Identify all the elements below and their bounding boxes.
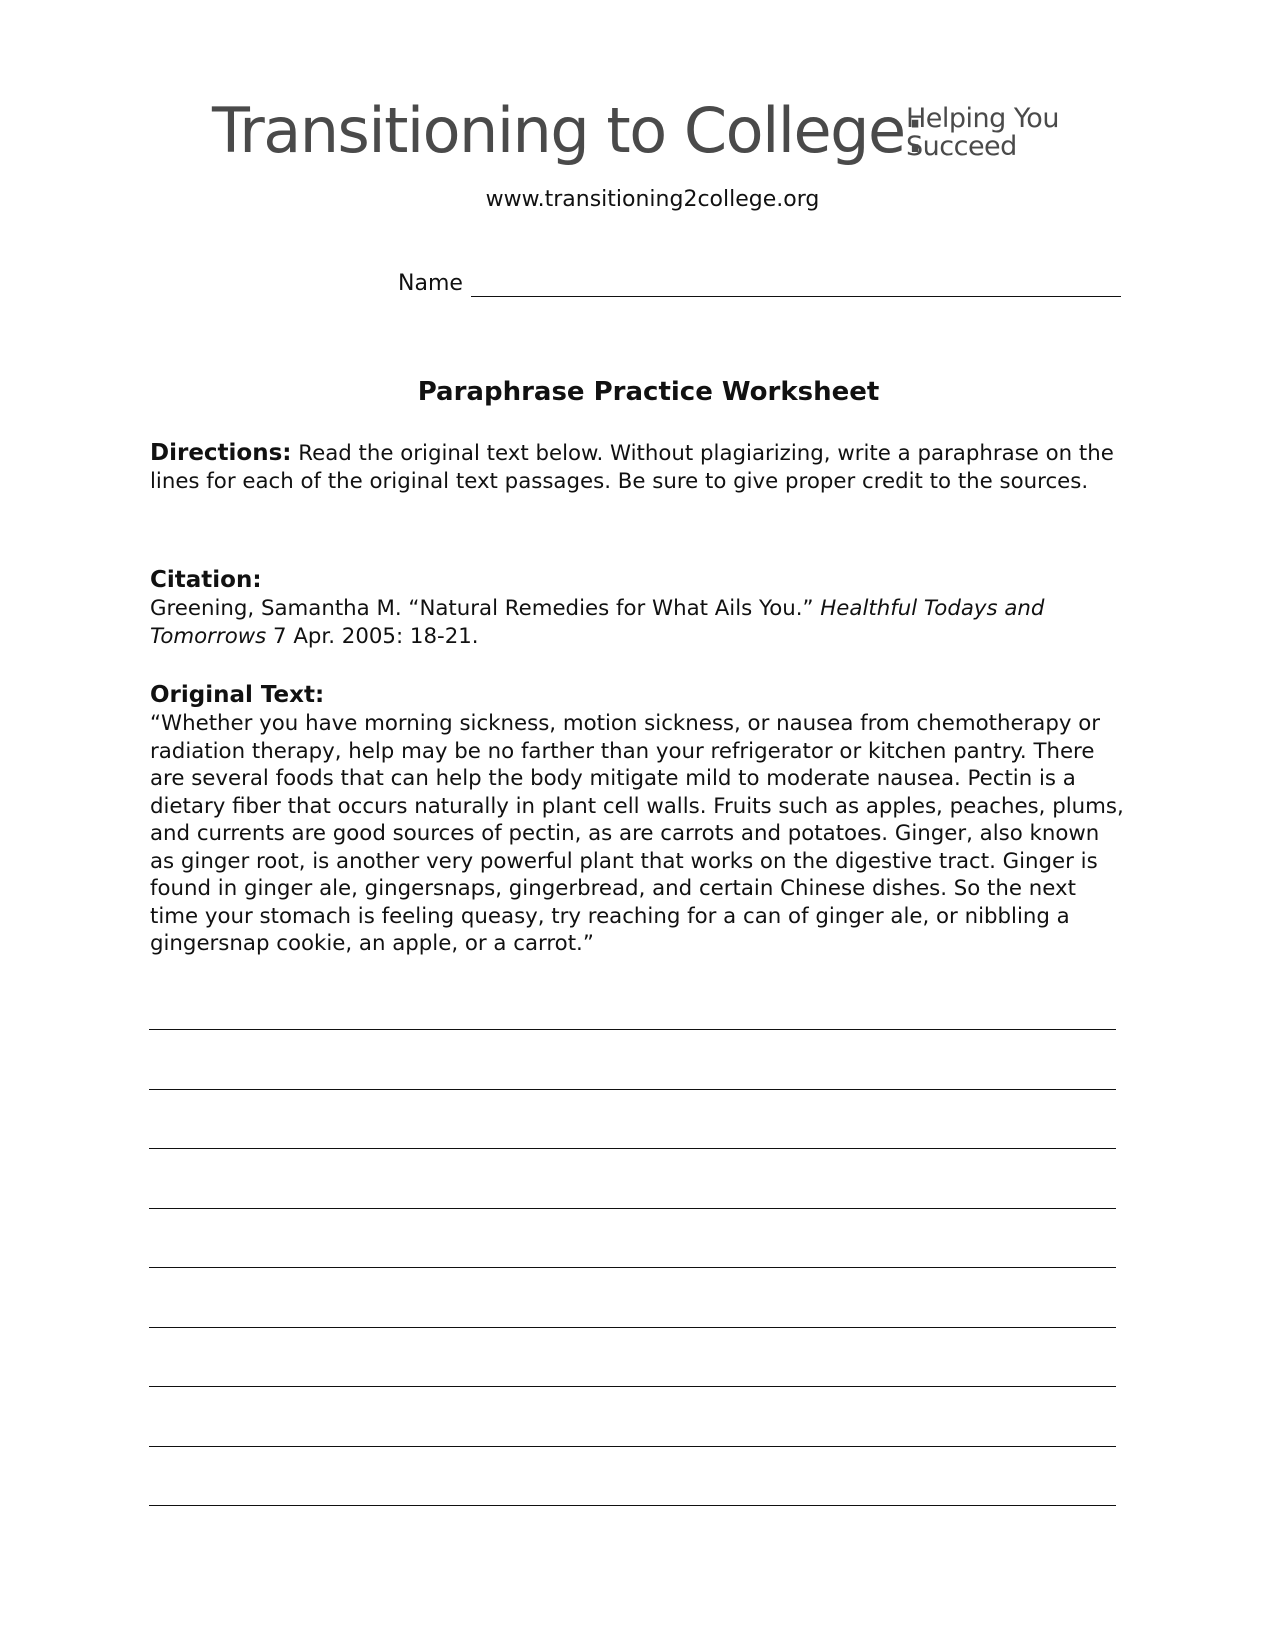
logo-tagline-line1: Helping You	[906, 103, 1059, 134]
answer-line[interactable]	[149, 1029, 1116, 1030]
answer-line[interactable]	[149, 1208, 1116, 1209]
directions	[150, 440, 1130, 495]
directions-label: Directions:	[150, 440, 292, 466]
logo-main-text: Transitioning to College:	[212, 94, 925, 167]
citation-part1: Greening, Samantha M. “Natural Remedies for What Ails You.”	[150, 596, 821, 621]
original-text-heading: Original Text:	[150, 682, 325, 708]
name-field-line[interactable]	[471, 296, 1121, 297]
answer-line[interactable]	[149, 1089, 1116, 1090]
citation-source-title: Healthful Todays and Tomorrows	[150, 596, 1045, 649]
citation-heading: Citation:	[150, 567, 262, 593]
page-title: Paraphrase Practice Worksheet	[417, 377, 880, 407]
logo-tagline-line2: Succeed	[906, 131, 1017, 162]
answer-line[interactable]	[149, 1386, 1116, 1387]
answer-line[interactable]	[149, 1505, 1116, 1506]
citation-part2: 7 Apr. 2005: 18-21.	[266, 623, 479, 649]
answer-line[interactable]	[149, 1327, 1116, 1328]
answer-line[interactable]	[149, 1267, 1116, 1268]
website-url: www.transitioning2college.org	[485, 187, 820, 212]
logo	[212, 95, 1082, 170]
original-text-passage: “Whether you have morning sickness, motion sickness, or nausea from chemotherapy or radiation therapy, help may be no farther than your refrigerator or kitchen pantry. There are several foods that can help the body mitigate mild to moderate nausea. Pectin is a dietary fiber that occurs naturally in plant cell walls. Fruits such as apples, peaches, plums, and currents are good sources of pectin, as are carrots and potatoes. Ginger, also known as ginger root, is another very powerful plant that works on the digestive tract. Ginger is found in ginger ale, gingersnaps, gingerbread, and certain Chinese dishes. So the next time your stomach is feeling queasy, try reaching for a can of ginger ale, or nibbling a gingersnap cookie, an apple, or a carrot.”	[150, 711, 1124, 956]
logo-tagline	[906, 105, 1059, 161]
citation-text	[150, 595, 1130, 650]
name-label: Name	[398, 271, 463, 296]
answer-line[interactable]	[149, 1446, 1116, 1447]
directions-text: Read the original text below. Without plagiarizing, write a paraphrase on the lines for each of the original text passages. Be sure to give proper credit to the sources.	[150, 441, 1114, 494]
answer-line[interactable]	[149, 1148, 1116, 1149]
